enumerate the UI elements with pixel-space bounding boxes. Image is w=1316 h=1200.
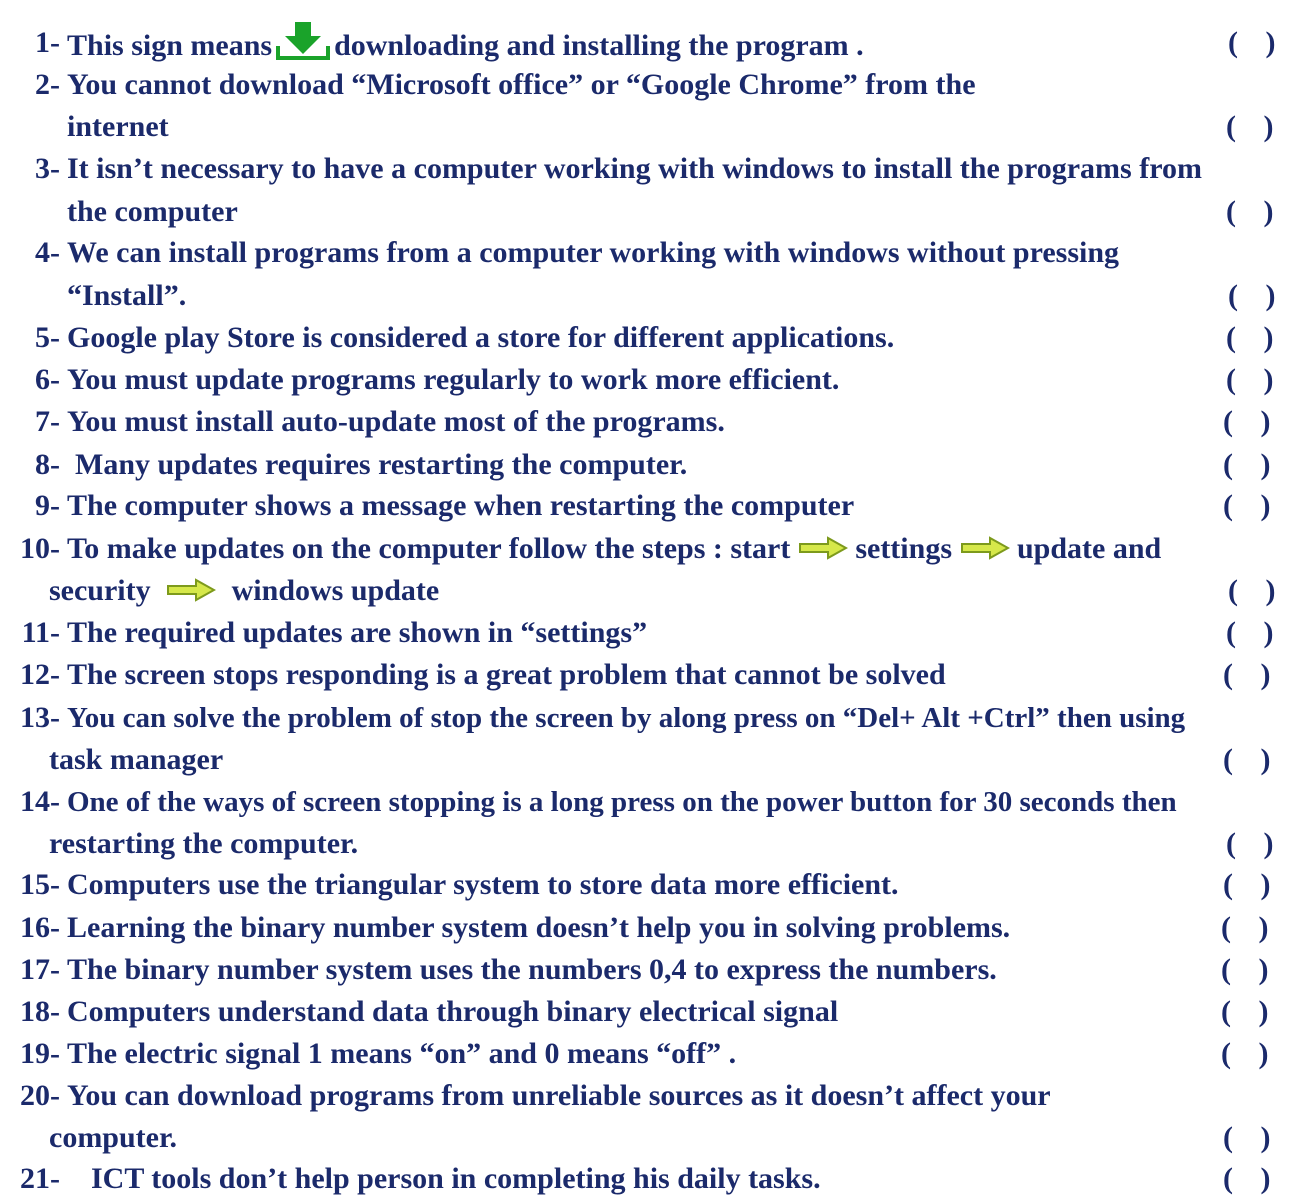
question-number: 16- bbox=[20, 911, 60, 944]
question-7 bbox=[0, 401, 1316, 443]
question-15 bbox=[0, 864, 1316, 906]
answer-blank[interactable]: ( ) bbox=[1221, 1037, 1279, 1070]
answer-blank[interactable]: ( ) bbox=[1223, 405, 1281, 438]
answer-blank[interactable]: ( ) bbox=[1221, 995, 1279, 1028]
step-settings: settings bbox=[855, 532, 952, 565]
answer-blank[interactable]: ( ) bbox=[1226, 616, 1284, 649]
answer-blank[interactable]: ( ) bbox=[1226, 110, 1284, 143]
question-11 bbox=[0, 612, 1316, 654]
question-text: The electric signal 1 means “on” and 0 means “off” . bbox=[67, 1037, 737, 1070]
question-10-continued bbox=[0, 570, 1316, 612]
question-text: You can download programs from unreliable sources as it doesn’t affect your bbox=[67, 1079, 1051, 1112]
question-number: 15- bbox=[20, 868, 60, 901]
question-5 bbox=[0, 317, 1316, 359]
question-text-continued: computer. bbox=[49, 1121, 178, 1154]
answer-blank[interactable]: ( ) bbox=[1223, 448, 1281, 481]
question-text: You can solve the problem of stop the screen by along press on “Del+ Alt +Ctrl” then using bbox=[67, 702, 1186, 734]
question-number: 5- bbox=[35, 321, 60, 354]
answer-blank[interactable]: ( ) bbox=[1223, 1121, 1281, 1154]
right-arrow-icon bbox=[960, 530, 1010, 572]
question-text: Computers use the triangular system to store data more efficient. bbox=[67, 868, 899, 901]
question-number: 10- bbox=[20, 532, 60, 565]
question-number: 2- bbox=[35, 68, 60, 101]
question-text: We can install programs from a computer working with windows without pressing bbox=[67, 236, 1120, 269]
question-number: 18- bbox=[20, 995, 60, 1028]
question-number: 17- bbox=[20, 953, 60, 986]
question-4 bbox=[0, 232, 1316, 274]
answer-blank[interactable]: ( ) bbox=[1223, 658, 1281, 691]
answer-blank[interactable]: ( ) bbox=[1221, 953, 1279, 986]
step-security: security bbox=[49, 574, 151, 607]
question-number: 19- bbox=[20, 1037, 60, 1070]
question-text: This sign means bbox=[67, 28, 273, 62]
question-number: 14- bbox=[20, 785, 60, 818]
question-number: 3- bbox=[35, 152, 60, 185]
question-text-continued: downloading and installing the program . bbox=[334, 28, 864, 62]
question-number: 7- bbox=[35, 405, 60, 438]
question-text: It isn’t necessary to have a computer working with windows to install the programs from bbox=[67, 152, 1202, 185]
question-text: You must install auto-update most of the programs. bbox=[67, 405, 725, 438]
question-1 bbox=[0, 22, 1316, 64]
answer-blank[interactable]: ( ) bbox=[1223, 743, 1281, 776]
question-13-continued bbox=[0, 739, 1316, 781]
question-16 bbox=[0, 907, 1316, 949]
answer-blank[interactable]: ( ) bbox=[1223, 868, 1281, 901]
question-10 bbox=[0, 528, 1316, 570]
question-text: The required updates are shown in “settings” bbox=[67, 616, 648, 649]
question-number: 13- bbox=[20, 701, 60, 734]
question-number: 4- bbox=[35, 236, 60, 269]
answer-blank[interactable]: ( ) bbox=[1228, 574, 1286, 607]
answer-blank[interactable]: ( ) bbox=[1221, 911, 1279, 944]
question-number: 9- bbox=[35, 489, 60, 522]
question-text-continued: task manager bbox=[49, 743, 224, 776]
question-text: You must update programs regularly to work more efficient. bbox=[67, 363, 840, 396]
question-text: ICT tools don’t help person in completing his daily tasks. bbox=[91, 1162, 821, 1195]
question-number: 11- bbox=[21, 616, 60, 649]
right-arrow-icon bbox=[798, 530, 848, 572]
question-12 bbox=[0, 654, 1316, 696]
question-text: You cannot download “Microsoft office” or “Google Chrome” from the bbox=[67, 68, 976, 101]
question-2-continued bbox=[0, 106, 1316, 148]
question-9 bbox=[0, 485, 1316, 527]
question-number: 20- bbox=[20, 1079, 60, 1112]
answer-blank[interactable]: ( ) bbox=[1226, 363, 1284, 396]
question-3 bbox=[0, 148, 1316, 190]
question-text: One of the ways of screen stopping is a long press on the power button for 30 seconds then bbox=[67, 786, 1177, 818]
question-text: The screen stops responding is a great problem that cannot be solved bbox=[67, 658, 946, 691]
question-6 bbox=[0, 359, 1316, 401]
question-13 bbox=[0, 697, 1316, 739]
question-3-continued bbox=[0, 191, 1316, 233]
answer-blank[interactable]: ( ) bbox=[1226, 321, 1284, 354]
question-text-continued: internet bbox=[67, 110, 169, 143]
question-21 bbox=[0, 1158, 1316, 1200]
answer-blank[interactable]: ( ) bbox=[1223, 489, 1281, 522]
question-text: Learning the binary number system doesn’t help you in solving problems. bbox=[67, 911, 1011, 944]
question-number: 8- bbox=[35, 448, 60, 481]
question-4-continued bbox=[0, 275, 1316, 317]
question-text-continued: the computer bbox=[67, 195, 238, 228]
question-number: 12- bbox=[20, 658, 60, 691]
question-text: To make updates on the computer follow the steps : start bbox=[67, 532, 791, 565]
question-text: The binary number system uses the numbers 0,4 to express the numbers. bbox=[67, 953, 997, 986]
answer-blank[interactable]: ( ) bbox=[1228, 279, 1286, 312]
question-8 bbox=[0, 444, 1316, 486]
step-windows-update: windows update bbox=[231, 574, 440, 607]
right-arrow-icon bbox=[166, 572, 216, 614]
question-text: Google play Store is considered a store for different applications. bbox=[67, 321, 895, 354]
question-14 bbox=[0, 781, 1316, 823]
step-update-and: update and bbox=[1017, 532, 1162, 565]
question-number: 1- bbox=[35, 26, 60, 59]
answer-blank[interactable]: ( ) bbox=[1226, 195, 1284, 228]
question-text: The computer shows a message when restarting the computer bbox=[67, 489, 855, 522]
question-20 bbox=[0, 1075, 1316, 1117]
question-text: Many updates requires restarting the computer. bbox=[75, 448, 688, 481]
question-2 bbox=[0, 64, 1316, 106]
question-text: Computers understand data through binary electrical signal bbox=[67, 995, 839, 1028]
question-17 bbox=[0, 949, 1316, 991]
answer-blank[interactable]: ( ) bbox=[1226, 827, 1284, 860]
question-14-continued bbox=[0, 823, 1316, 865]
question-text-continued: “Install”. bbox=[67, 279, 187, 312]
question-text-continued: restarting the computer. bbox=[49, 827, 359, 860]
question-20-continued bbox=[0, 1117, 1316, 1159]
question-number: 21- bbox=[20, 1162, 60, 1195]
question-number: 6- bbox=[35, 363, 60, 396]
question-19 bbox=[0, 1033, 1316, 1075]
answer-blank[interactable]: ( ) bbox=[1228, 26, 1286, 59]
question-18 bbox=[0, 991, 1316, 1033]
answer-blank[interactable]: ( ) bbox=[1223, 1162, 1281, 1195]
